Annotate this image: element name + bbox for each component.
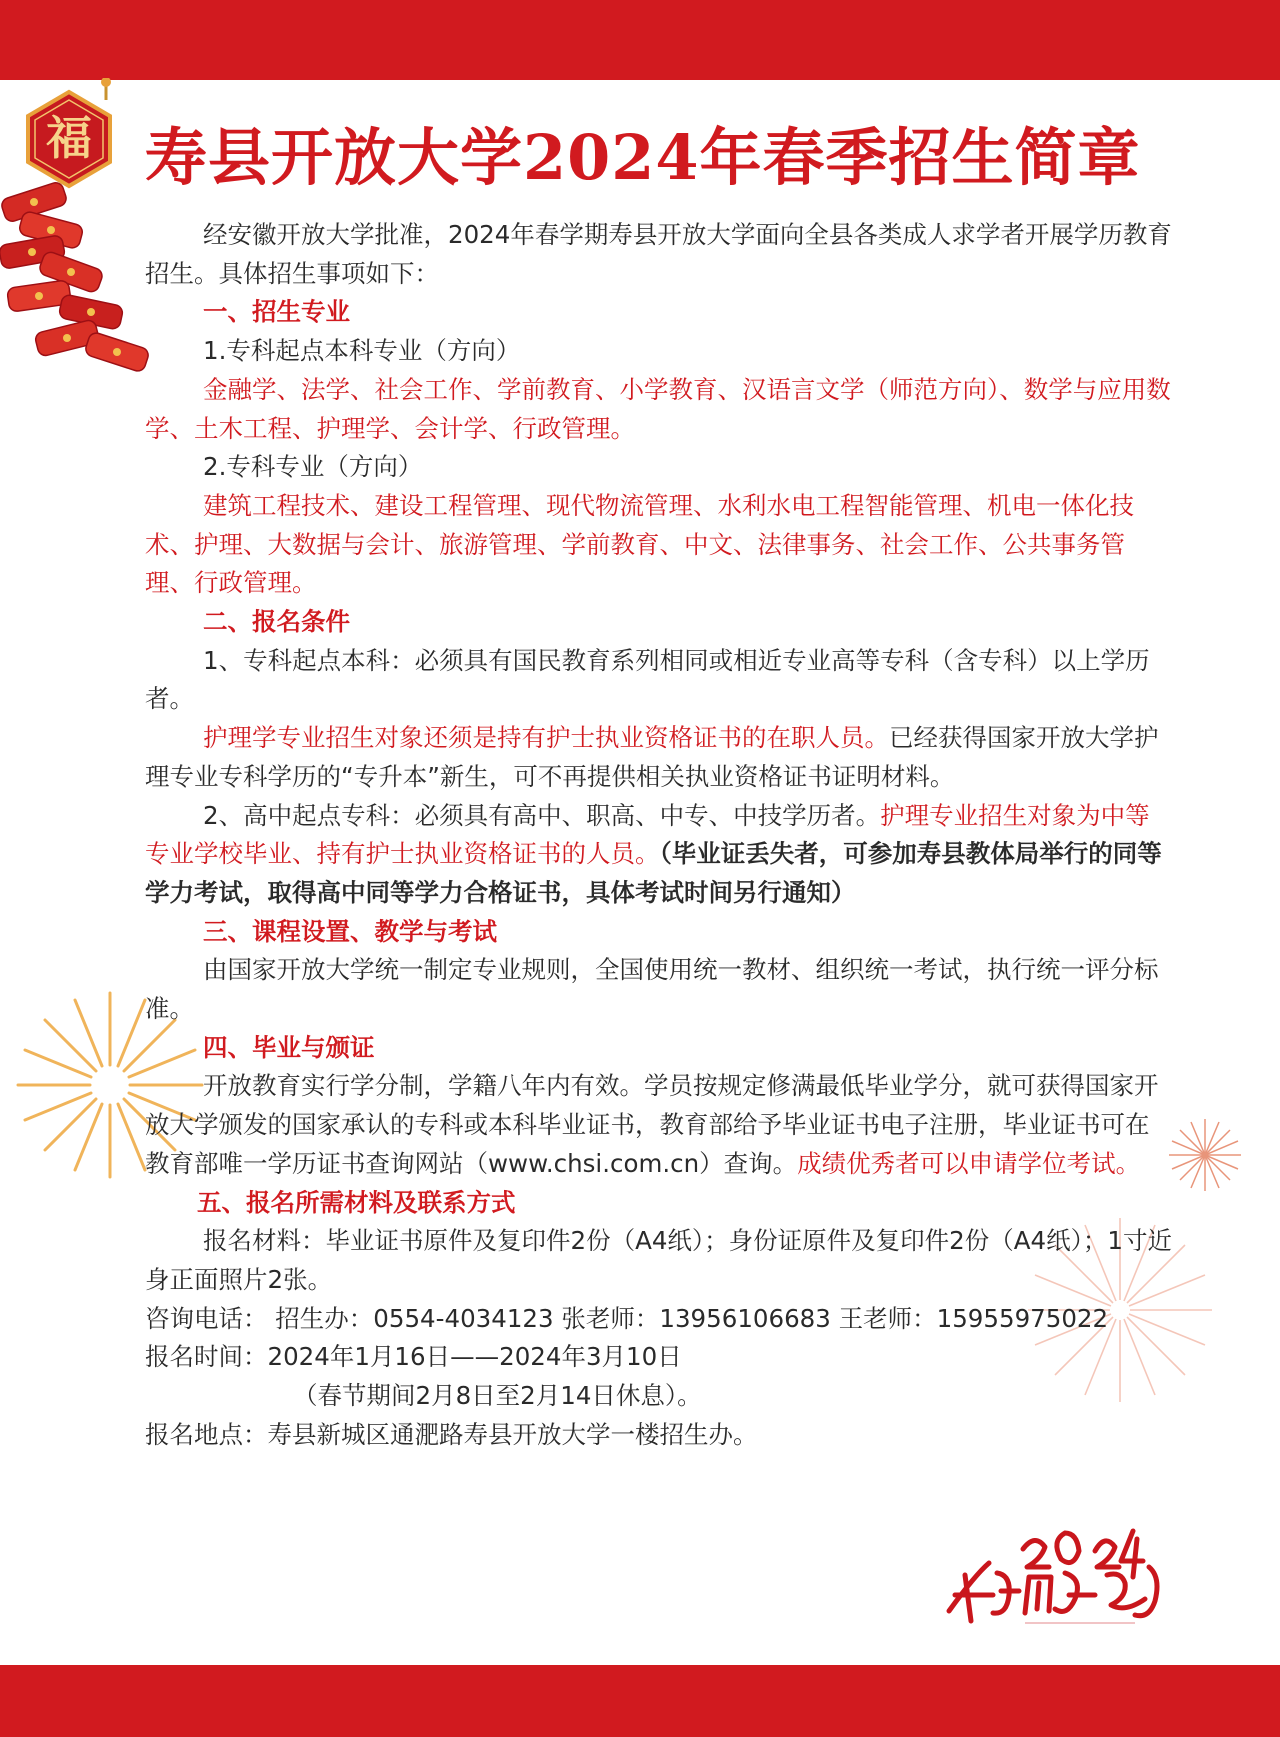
s5-materials: 报名材料：毕业证书原件及复印件2份（A4纸）；身份证原件及复印件2份（A4纸）；1寸近身正面照片2张。 (145, 1226, 1172, 1294)
section-1-heading: 一、招生专业 (203, 297, 350, 327)
s3-p: 由国家开放大学统一制定专业规则，全国使用统一教材、组织统一考试，执行统一评分标准。 (145, 955, 1159, 1024)
section-5-heading: 五、报名所需材料及联系方式 (197, 1187, 516, 1217)
intro-paragraph: 经安徽开放大学批准，2024年春学期寿县开放大学面向全县各类成人求学者开展学历教育招生。具体招生事项如下： (145, 220, 1172, 288)
s2-p2-rest: 已经获得国家开放大学护理专业专科学历的“专升本”新生，可不再提供相关执业资格证书证明材料。 (145, 723, 1159, 791)
s1-list1: 金融学、法学、社会工作、学前教育、小学教育、汉语言文学（师范方向）、数学与应用数学、土木工程、护理学、会计学、行政管理。 (145, 374, 1171, 443)
firework-small-icon (1165, 1115, 1245, 1195)
firecrackers-icon (0, 180, 160, 380)
s1-list2: 建筑工程技术、建设工程管理、现代物流管理、水利水电工程智能管理、机电一体化技术、护理、大数据与会计、旅游管理、学前教育、中文、法律事务、社会工作、公共事务管理、行政管理。 (145, 490, 1134, 598)
s1-sub1: 1.专科起点本科专业（方向） (203, 336, 521, 366)
s2-p3-red: 护理专业招生对象为中等专业学校毕业、持有护士执业资格证书的人员。 (145, 800, 1150, 869)
s5-time-note: （春节期间2月8日至2月14日休息）。 (293, 1381, 702, 1411)
s4-p-text: 开放教育实行学分制，学籍八年内有效。学员按规定修满最低毕业学分，就可获得国家开放大学颁发的国家承认的专科或本科毕业证书，教育部给予毕业证书电子注册，毕业证书可在教育部唯一学历证书查询网站（www.chsi.com.cn）查询。 (145, 1071, 1159, 1178)
s2-p3-bold: （毕业证丢失者，可参加寿县教体局举行的同等学力考试，取得高中同等学力合格证书，具体考试时间另行通知） (145, 839, 1162, 907)
s1-sub2: 2.专科专业（方向） (203, 452, 423, 482)
signature-calligraphy (935, 1515, 1175, 1635)
s2-p3 (145, 797, 1173, 913)
s5-place: 报名地点：寿县新城区通淝路寿县开放大学一楼招生办。 (145, 1419, 758, 1449)
fu-badge-icon (10, 78, 128, 196)
bottom-red-band (0, 1665, 1280, 1737)
section-2-heading: 二、报名条件 (203, 607, 350, 637)
document-body (145, 216, 1173, 1455)
s2-p3-a: 2、高中起点专科：必须具有高中、职高、中专、中技学历者。 (203, 800, 881, 830)
s2-p2 (145, 719, 1173, 796)
top-red-band (0, 0, 1280, 80)
page-title: 寿县开放大学2024年春季招生简章 (145, 121, 1141, 194)
s4-p-red: 成绩优秀者可以申请学位考试。 (797, 1148, 1141, 1178)
badge-char: 福 (46, 111, 92, 165)
section-3-heading: 三、课程设置、教学与考试 (203, 916, 497, 946)
s2-p2-red: 护理学专业招生对象还须是持有护士执业资格证书的在职人员。 (203, 723, 889, 753)
section-4-heading: 四、毕业与颁证 (203, 1032, 375, 1062)
s2-p1: 1、专科起点本科：必须具有国民教育系列相同或相近专业高等专科（含专科）以上学历者。 (145, 645, 1150, 714)
s5-phone: 咨询电话： 招生办：0554-4034123 张老师：13956106683 王老师：15955975022 (145, 1303, 1109, 1333)
s4-p (145, 1067, 1173, 1183)
s5-time: 报名时间：2024年1月16日——2024年3月10日 (145, 1342, 682, 1372)
